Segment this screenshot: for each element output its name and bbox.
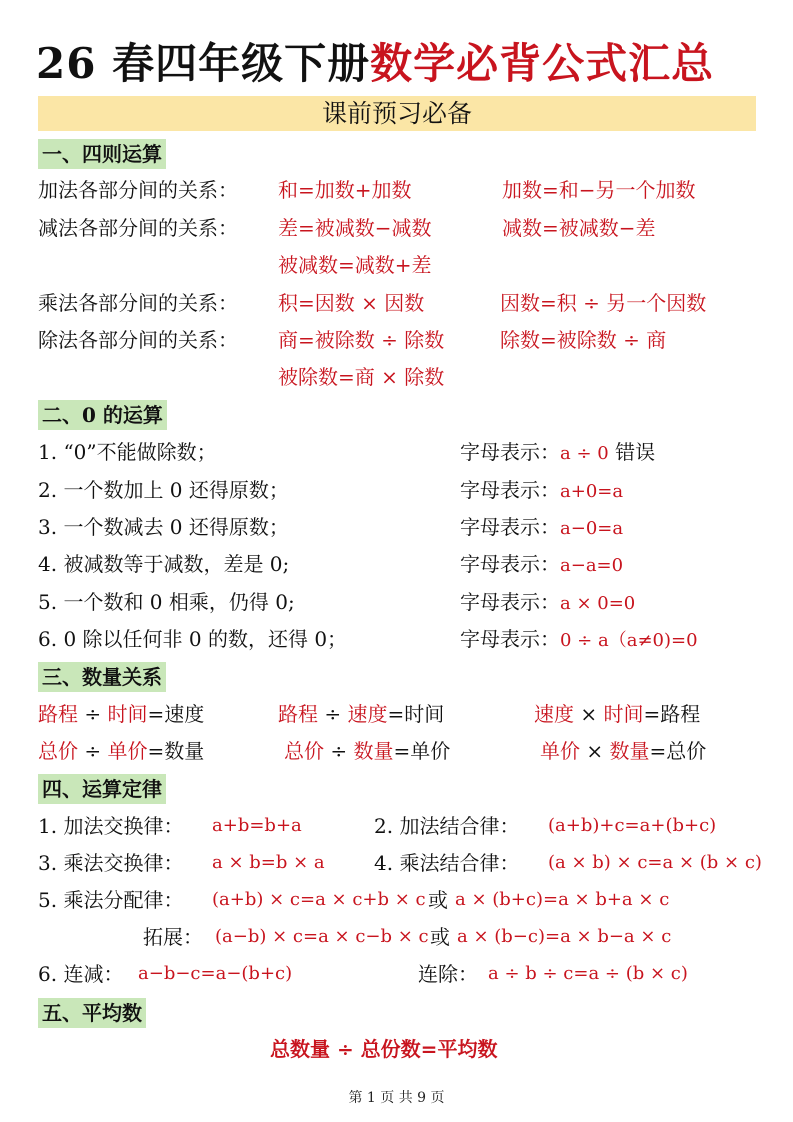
section-heading-arithmetic: 一、四则运算	[38, 139, 166, 169]
quantity-relation-6	[540, 737, 706, 765]
zero-rule-4-notation	[460, 550, 623, 580]
letter-label: 字母表示：	[460, 552, 560, 576]
law-distributive-formula-2: a × (b+c)=a × b+a × c	[455, 889, 670, 910]
quantity-relation-3	[534, 700, 700, 728]
law-add-commutative-formula: a+b=b+a	[212, 815, 302, 836]
zero-rule-3-notation	[460, 513, 623, 543]
result: =路程	[643, 702, 701, 726]
zero-rule-1: 1. “0”不能做除数；	[38, 440, 217, 464]
zero-rule-4: 4. 被减数等于减数，差是 0;	[38, 552, 290, 576]
title-topic: 数学必背公式汇总	[370, 39, 715, 88]
title-grade: 26 春四年级下册	[36, 39, 371, 88]
zero-rule-4-formula: a−a=0	[560, 555, 624, 576]
quantity-relation-2	[278, 700, 444, 728]
zero-rule-1-formula: a ÷ 0	[560, 443, 609, 464]
zero-rule-6: 6. 0 除以任何非 0 的数，还得 0；	[38, 627, 348, 651]
term: 单价	[107, 739, 148, 763]
operator: ÷	[78, 702, 108, 726]
law-mul-commutative-label: 3. 乘法交换律：	[38, 851, 184, 875]
law-distributive-label: 5. 乘法分配律：	[38, 888, 184, 912]
law-add-associative-formula: (a+b)+c=a+(b+c)	[548, 815, 717, 836]
result: =时间	[387, 702, 445, 726]
zero-rule-5-notation	[460, 588, 635, 618]
letter-label: 字母表示：	[460, 515, 560, 539]
law-consecutive-division-formula: a ÷ b ÷ c=a ÷ (b × c)	[488, 963, 688, 984]
mul-formula-2: 因数=积 ÷ 另一个因数	[500, 291, 707, 315]
term: 数量	[609, 739, 650, 763]
zero-rule-5-formula: a × 0=0	[560, 593, 636, 614]
term: 单价	[540, 739, 580, 763]
page-number: 第 1 页 共 9 页	[348, 1090, 445, 1106]
law-extension-or: 或	[430, 925, 450, 949]
letter-label: 字母表示：	[460, 627, 560, 651]
zero-rule-6-formula: 0 ÷ a（a≠0)=0	[560, 630, 698, 651]
page-title	[36, 34, 714, 94]
sub-relation-label: 减法各部分间的关系：	[38, 216, 238, 240]
result: =总价	[649, 739, 707, 763]
add-formula-1: 和=加数+加数	[278, 178, 412, 202]
letter-label: 字母表示：	[460, 440, 560, 464]
result: =速度	[147, 702, 205, 726]
quantity-relation-1	[38, 700, 204, 728]
term: 速度	[347, 702, 388, 726]
law-consecutive-division-label: 连除：	[418, 962, 478, 986]
law-consecutive-subtraction-formula: a−b−c=a−(b+c)	[138, 963, 293, 984]
quantity-relation-4	[38, 737, 204, 765]
term: 路程	[38, 702, 78, 726]
law-distributive-or: 或	[428, 888, 448, 912]
section-heading-quantity: 三、数量关系	[38, 662, 166, 692]
div-formula-1: 商=被除数 ÷ 除数	[278, 328, 445, 352]
term: 数量	[353, 739, 394, 763]
law-add-associative-label: 2. 加法结合律：	[374, 814, 520, 838]
operator: ×	[574, 702, 604, 726]
zero-rule-1-notation	[460, 438, 655, 468]
page-subtitle: 课前预习必备	[38, 96, 756, 131]
mul-relation-label: 乘法各部分间的关系：	[38, 291, 238, 315]
term: 时间	[107, 702, 148, 726]
letter-label: 字母表示：	[460, 590, 560, 614]
result: =单价	[393, 739, 451, 763]
div-formula-2: 除数=被除数 ÷ 商	[500, 328, 667, 352]
law-consecutive-subtraction-label: 6. 连减：	[38, 962, 124, 986]
zero-rule-2: 2. 一个数加上 0 还得原数；	[38, 478, 289, 502]
div-formula-3: 被除数=商 × 除数	[278, 365, 445, 389]
sub-formula-1: 差=被减数−减数	[278, 216, 432, 240]
term: 时间	[603, 702, 644, 726]
div-relation-label: 除法各部分间的关系：	[38, 328, 238, 352]
section-heading-zero: 二、0 的运算	[38, 400, 167, 430]
result: =数量	[147, 739, 205, 763]
law-extension-formula-2: a × (b−c)=a × b−a × c	[457, 926, 672, 947]
sub-formula-3: 被减数=减数+差	[278, 253, 432, 277]
law-add-commutative-label: 1. 加法交换律：	[38, 814, 184, 838]
law-distributive-formula-1: (a+b) × c=a × c+b × c	[212, 889, 426, 910]
average-formula: 总数量 ÷ 总份数=平均数	[270, 1037, 498, 1061]
term: 路程	[278, 702, 318, 726]
law-extension-label: 拓展：	[143, 925, 203, 949]
section-heading-average: 五、平均数	[38, 998, 146, 1028]
zero-rule-3: 3. 一个数减去 0 还得原数；	[38, 515, 289, 539]
mul-formula-1: 积=因数 × 因数	[278, 291, 425, 315]
term: 总价	[38, 739, 78, 763]
zero-rule-3-formula: a−0=a	[560, 518, 624, 539]
law-extension-formula-1: (a−b) × c=a × c−b × c	[215, 926, 429, 947]
quantity-relation-5	[284, 737, 450, 765]
section-heading-laws: 四、运算定律	[38, 774, 166, 804]
term: 速度	[534, 702, 574, 726]
zero-rule-2-notation	[460, 476, 623, 506]
operator: ÷	[78, 739, 108, 763]
letter-label: 字母表示：	[460, 478, 560, 502]
operator: ×	[580, 739, 610, 763]
law-mul-commutative-formula: a × b=b × a	[212, 852, 325, 873]
term: 总价	[284, 739, 324, 763]
law-mul-associative-formula: (a × b) × c=a × (b × c)	[548, 852, 762, 873]
zero-rule-6-notation	[460, 625, 698, 655]
operator: ÷	[318, 702, 348, 726]
add-relation-label: 加法各部分间的关系：	[38, 178, 238, 202]
add-formula-2: 加数=和−另一个加数	[502, 178, 696, 202]
zero-rule-2-formula: a+0=a	[560, 481, 624, 502]
operator: ÷	[324, 739, 354, 763]
zero-rule-1-suffix: 错误	[615, 440, 656, 464]
law-mul-associative-label: 4. 乘法结合律：	[374, 851, 520, 875]
sub-formula-2: 减数=被减数−差	[502, 216, 656, 240]
zero-rule-5: 5. 一个数和 0 相乘，仍得 0;	[38, 590, 295, 614]
